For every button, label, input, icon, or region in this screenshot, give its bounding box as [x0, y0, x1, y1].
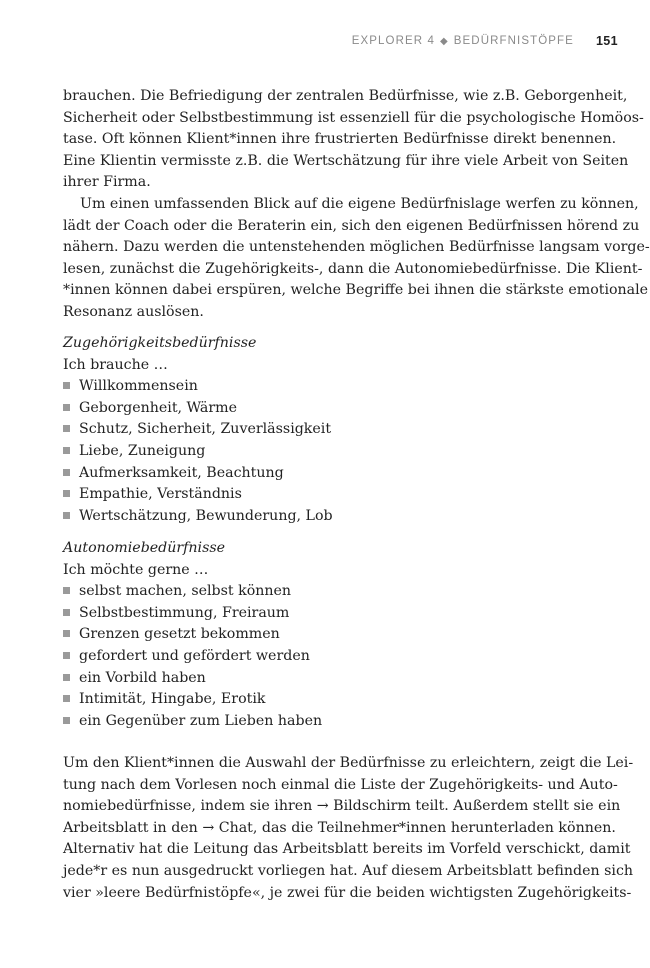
- paragraph-line: Um den Klient*innen die Auswahl der Bedürfnisse zu erleichtern, zeigt die Lei-: [63, 755, 634, 771]
- paragraph-line: Alternativ hat die Leitung das Arbeitsblatt bereits im Vorfeld verschickt, damit: [63, 841, 631, 858]
- square-bullet-icon: [63, 404, 70, 411]
- list-item: [63, 603, 570, 625]
- page-number: 151: [595, 34, 618, 48]
- square-bullet-icon: [63, 512, 70, 519]
- list-item: [63, 419, 570, 441]
- bullet-list: [63, 581, 570, 732]
- square-bullet-icon: [63, 609, 70, 616]
- list-item-text: Geborgenheit, Wärme: [79, 399, 237, 416]
- paragraph-line: tase. Oft können Klient*innen ihre frustrierten Bedürfnisse direkt benennen.: [63, 131, 617, 148]
- square-bullet-icon: [63, 674, 70, 681]
- square-bullet-icon: [63, 447, 70, 454]
- list-item-text: Liebe, Zuneigung: [79, 442, 206, 459]
- square-bullet-icon: [63, 587, 70, 594]
- square-bullet-icon: [63, 717, 70, 724]
- list-item-text: Wertschätzung, Bewunderung, Lob: [79, 507, 333, 524]
- square-bullet-icon: [63, 695, 70, 702]
- body-text-bottom: [63, 753, 634, 904]
- paragraph-line: Um einen umfassenden Blick auf die eigene Bedürfnislage werfen zu können,: [80, 195, 639, 212]
- paragraph-line: nomiebedürfnisse, indem sie ihren → Bildschirm teilt. Außerdem stellt sie ein: [63, 798, 621, 815]
- list-item-text: Selbstbestimmung, Freiraum: [79, 604, 290, 621]
- list-item: [63, 624, 570, 646]
- list-item-text: Aufmerksamkeit, Beachtung: [79, 464, 284, 481]
- paragraph-line: tung nach dem Vorlesen noch einmal die Liste der Zugehörigkeits- und Auto-: [63, 776, 618, 793]
- list-item-text: Empathie, Verständnis: [79, 486, 242, 503]
- list-item-text: gefordert und gefördert werden: [79, 647, 310, 664]
- paragraph-line: Sicherheit oder Selbstbestimmung ist essenziell für die psychologische Homöos-: [63, 109, 644, 126]
- list-item-text: ein Vorbild haben: [79, 669, 206, 686]
- paragraph-line: jede*r es nun ausgedruckt vorliegen hat. Auf diesem Arbeitsblatt befinden sich: [63, 862, 634, 879]
- list-item: [63, 398, 570, 420]
- needs-list-autonomy: [63, 538, 570, 732]
- square-bullet-icon: [63, 630, 70, 637]
- list-item-text: Grenzen gesetzt bekommen: [79, 626, 280, 643]
- list-item-text: Willkommensein: [79, 378, 198, 395]
- list-item-text: selbst machen, selbst können: [79, 583, 292, 600]
- list-item: [63, 376, 570, 398]
- square-bullet-icon: [63, 382, 70, 389]
- paragraph-line: brauchen. Die Befriedigung der zentralen Bedürfnisse, wie z.B. Geborgenheit,: [63, 88, 628, 104]
- paragraph-line: lädt der Coach oder die Beraterin ein, sich den eigenen Bedürfnissen hörend zu: [63, 217, 640, 234]
- list-item: [63, 441, 570, 463]
- list-item: [63, 581, 570, 603]
- list-heading: Autonomiebedürfnisse: [63, 540, 226, 556]
- list-item: [63, 668, 570, 690]
- list-intro: Ich brauche …: [63, 356, 168, 373]
- diamond-icon: ◆: [439, 35, 449, 47]
- paragraph-line: Eine Klientin vermisste z.B. die Wertschätzung für ihre viele Arbeit von Seiten: [63, 152, 629, 169]
- list-item-text: ein Gegenüber zum Lieben haben: [79, 712, 323, 729]
- paragraph-line: Resonanz auslösen.: [63, 303, 204, 320]
- section-label: EXPLORER 4: [351, 35, 435, 47]
- paragraph-line: nähern. Dazu werden die untenstehenden möglichen Bedürfnisse langsam vorge-: [63, 239, 650, 256]
- square-bullet-icon: [63, 469, 70, 476]
- list-heading: Zugehörigkeitsbedürfnisse: [63, 335, 257, 351]
- list-item-text: Intimität, Hingabe, Erotik: [79, 691, 266, 708]
- paragraph-line: lesen, zunächst die Zugehörigkeits-, dann die Autonomiebedürfnisse. Die Klient-: [63, 260, 643, 277]
- list-item: [63, 711, 570, 733]
- list-item: [63, 646, 570, 668]
- paragraph-line: *innen können dabei erspüren, welche Begriffe bei ihnen die stärkste emotionale: [63, 282, 649, 299]
- list-item: [63, 689, 570, 711]
- running-head: [352, 34, 618, 48]
- list-item: [63, 484, 570, 506]
- list-intro: Ich möchte gerne …: [63, 561, 209, 578]
- chapter-label: BEDÜRFNISTÖPFE: [453, 35, 574, 47]
- square-bullet-icon: [63, 490, 70, 497]
- body-text-top: [63, 86, 650, 324]
- paragraph-line: ihrer Firma.: [63, 174, 151, 191]
- square-bullet-icon: [63, 652, 70, 659]
- list-item: [63, 506, 570, 528]
- square-bullet-icon: [63, 425, 70, 432]
- needs-list-belonging: [63, 333, 570, 527]
- paragraph-line: Arbeitsblatt in den → Chat, das die Teilnehmer*innen herunterladen können.: [63, 819, 616, 836]
- paragraph-line: vier »leere Bedürfnistöpfe«, je zwei für die beiden wichtigsten Zugehörigkeits-: [63, 884, 632, 901]
- list-item: [63, 463, 570, 485]
- list-item-text: Schutz, Sicherheit, Zuverlässigkeit: [79, 421, 332, 438]
- bullet-list: [63, 376, 570, 527]
